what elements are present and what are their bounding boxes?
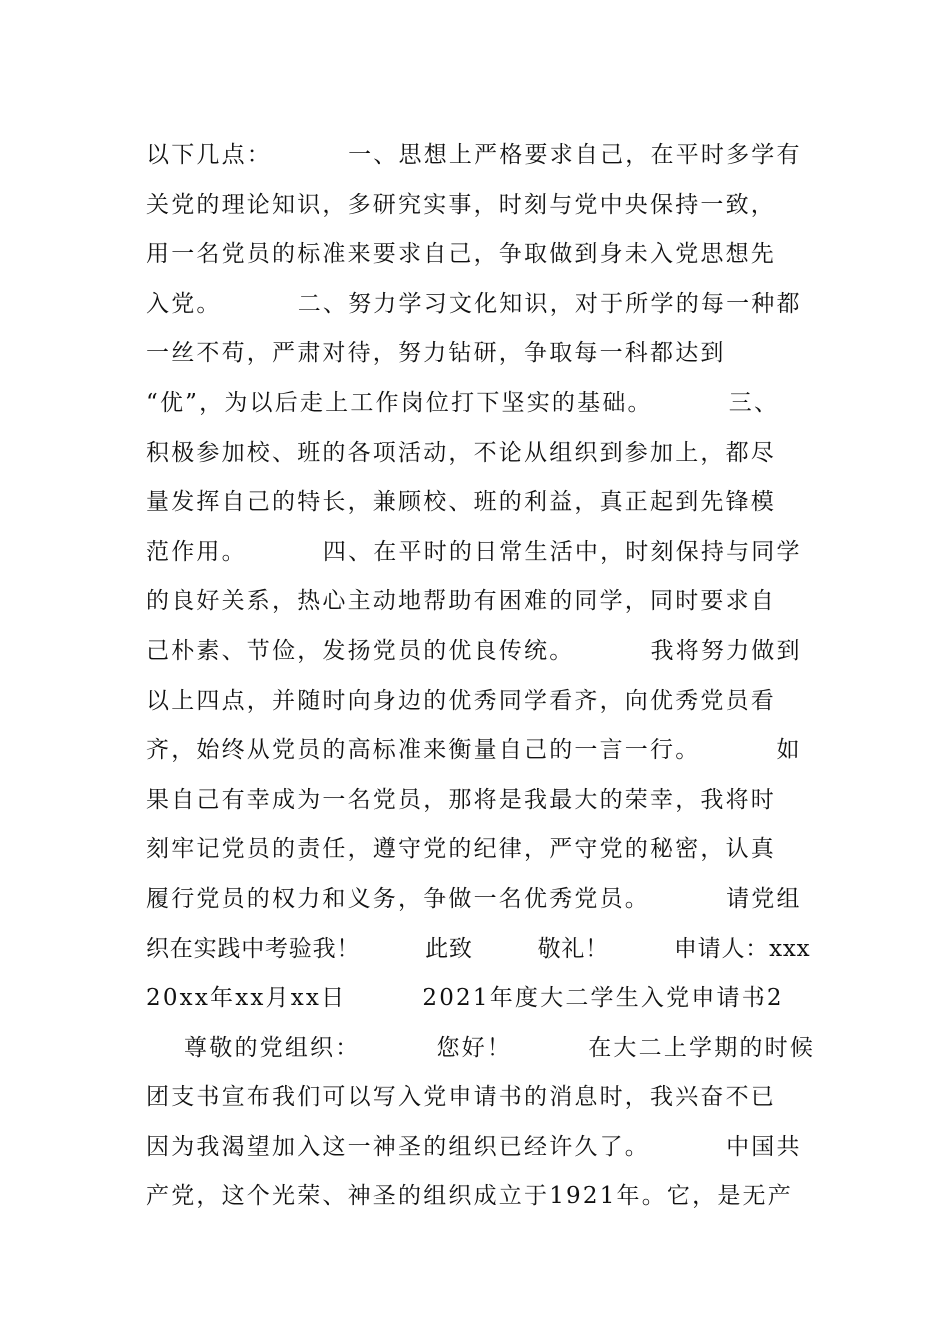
text-line: 一丝不苟，严肃对待，努力钻研，争取每一科都达到 xyxy=(146,340,726,367)
body-text xyxy=(146,131,816,1222)
text-line: 20xx年xx月xx日 2021年度大二学生入党申请书2 xyxy=(146,985,784,1012)
text-line: 入党。 二、努力学习文化知识，对于所学的每一种都 xyxy=(146,290,802,317)
text-line: “优”，为以后走上工作岗位打下坚实的基础。 三、 xyxy=(146,389,780,416)
text-line: 齐，始终从党员的高标准来衡量自己的一言一行。 如 xyxy=(146,737,802,764)
text-line: 履行党员的权力和义务，争做一名优秀党员。 请党组 xyxy=(146,885,802,912)
text-line: 己朴素、节俭，发扬党员的优良传统。 我将努力做到 xyxy=(146,637,802,664)
text-line: 量发挥自己的特长，兼顾校、班的利益，真正起到先锋模 xyxy=(146,489,776,516)
text-line: 的良好关系，热心主动地帮助有困难的同学，同时要求自 xyxy=(146,588,776,615)
text-line: 积极参加校、班的各项活动，不论从组织到参加上，都尽 xyxy=(146,439,776,466)
text-line: 范作用。 四、在平时的日常生活中，时刻保持与同学 xyxy=(146,538,802,565)
text-line: 因为我渴望加入这一神圣的组织已经许久了。 中国共 xyxy=(146,1133,802,1160)
text-line: 产党，这个光荣、神圣的组织成立于1921年。它，是无产 xyxy=(146,1183,793,1210)
text-line: 关党的理论知识，多研究实事，时刻与党中央保持一致， xyxy=(146,191,776,218)
text-line: 刻牢记党员的责任，遵守党的纪律，严守党的秘密，认真 xyxy=(146,836,776,863)
text-line: 以下几点： 一、思想上严格要求自己，在平时多学有 xyxy=(146,142,802,168)
text-line: 织在实践中考验我！ 此致 敬礼！ 申请人：xxx xyxy=(146,935,811,962)
text-line: 尊敬的党组织： 您好！ 在大二上学期的时候 xyxy=(146,1034,816,1061)
text-line: 以上四点，并随时向身边的优秀同学看齐，向优秀党员看 xyxy=(146,687,776,714)
text-line: 果自己有幸成为一名党员，那将是我最大的荣幸，我将时 xyxy=(146,786,776,813)
text-line: 团支书宣布我们可以写入党申请书的消息时，我兴奋不已 xyxy=(146,1084,776,1111)
text-line: 用一名党员的标准来要求自己，争取做到身未入党思想先 xyxy=(146,241,776,268)
